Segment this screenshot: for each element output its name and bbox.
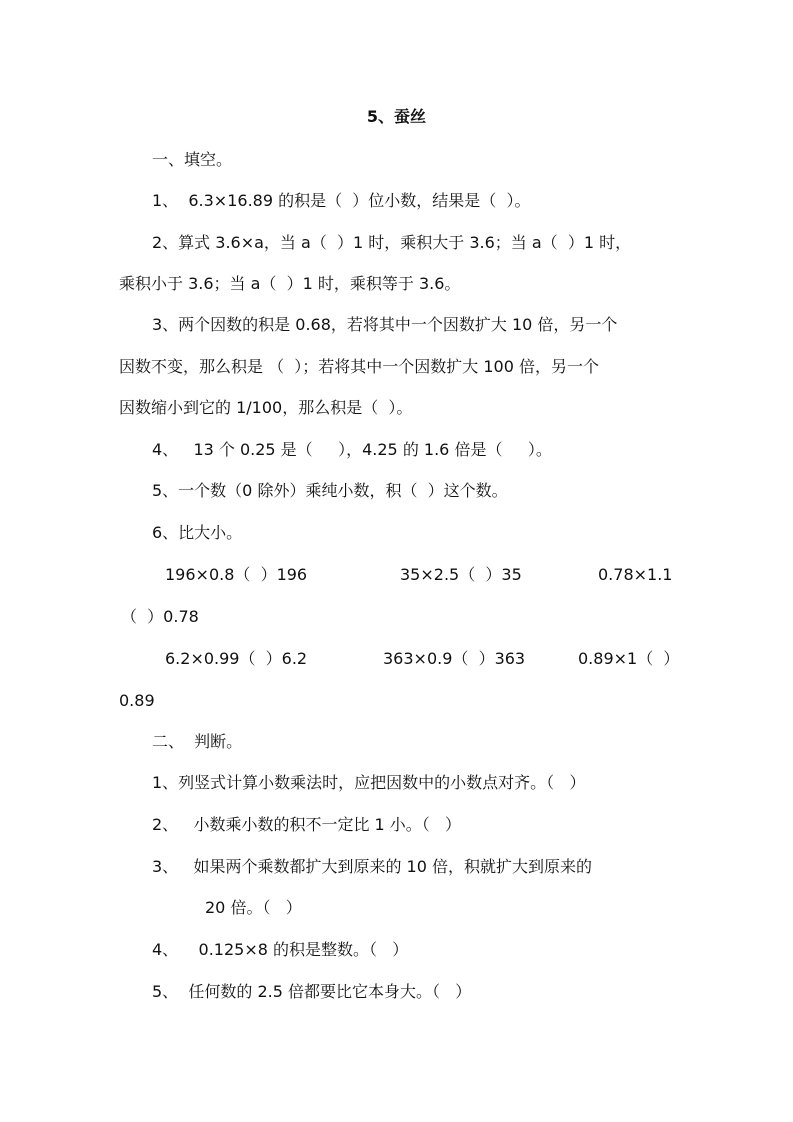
- question-1: 1、 6.3×16.89 的积是（ ）位小数，结果是（ ）。: [152, 191, 531, 210]
- section-heading-fill-blank: 一、填空。: [152, 150, 233, 169]
- question-3-line-3: 因数缩小到它的 1/100，那么积是（ ）。: [119, 398, 413, 417]
- question-4: 4、 13 个 0.25 是（ ），4.25 的 1.6 倍是（ ）。: [152, 440, 552, 459]
- compare-item: 6.2×0.99（ ）6.2: [165, 649, 308, 668]
- judge-question-3-line-2: 20 倍。（ ）: [205, 898, 302, 917]
- question-3-line-2: 因数不变，那么积是 （ ）；若将其中一个因数扩大 100 倍，另一个: [119, 357, 599, 376]
- question-2-line-1: 2、算式 3.6×a，当 a（ ）1 时，乘积大于 3.6；当 a（ ）1 时，: [152, 233, 632, 252]
- compare-item: 196×0.8（ ）196: [165, 565, 308, 584]
- page-title: 5、蚕丝: [366, 107, 427, 126]
- question-5: 5、一个数（0 除外）乘纯小数，积（ ）这个数。: [152, 481, 508, 500]
- compare-item: 35×2.5（ ）35: [400, 565, 522, 584]
- judge-question-4: 4、 0.125×8 的积是整数。（ ）: [152, 940, 409, 959]
- question-2-line-2: 乘积小于 3.6；当 a（ ）1 时，乘积等于 3.6。: [119, 274, 461, 293]
- judge-question-5: 5、 任何数的 2.5 倍都要比它本身大。（ ）: [152, 982, 472, 1001]
- question-3-line-1: 3、两个因数的积是 0.68，若将其中一个因数扩大 10 倍，另一个: [152, 315, 618, 334]
- compare-item: 0.78×1.1: [598, 565, 673, 584]
- section-heading-judge: 二、 判断。: [152, 732, 243, 751]
- judge-question-3-line-1: 3、 如果两个乘数都扩大到原来的 10 倍，积就扩大到原来的: [152, 857, 592, 876]
- compare-item-wrap: （ ）0.78: [121, 607, 199, 626]
- question-6: 6、比大小。: [152, 523, 243, 542]
- compare-item-wrap: 0.89: [119, 691, 155, 710]
- judge-question-1: 1、列竖式计算小数乘法时，应把因数中的小数点对齐。（ ）: [152, 773, 586, 792]
- compare-item: 363×0.9（ ）363: [383, 649, 526, 668]
- judge-question-2: 2、 小数乘小数的积不一定比 1 小。（ ）: [152, 815, 462, 834]
- compare-item: 0.89×1（ ）: [578, 649, 680, 668]
